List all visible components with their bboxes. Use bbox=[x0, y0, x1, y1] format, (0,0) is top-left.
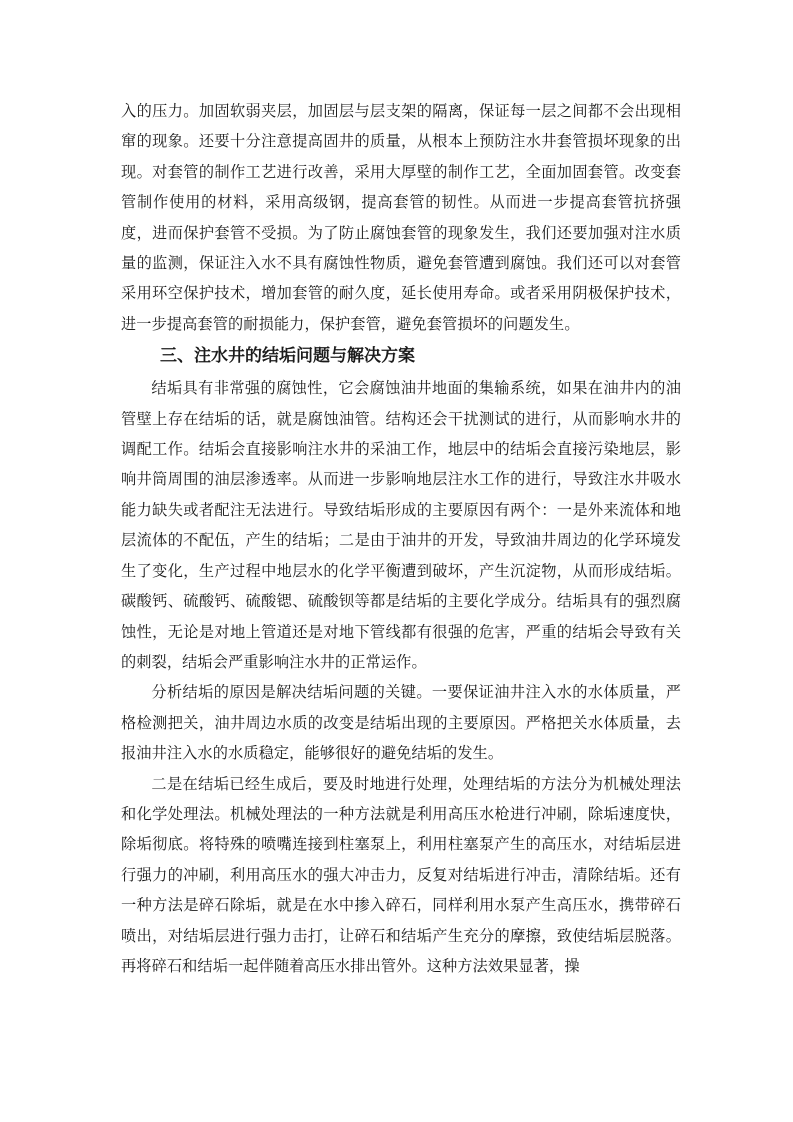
section-heading: 三、注水井的结垢问题与解决方案 bbox=[160, 346, 415, 367]
paragraph-scaling-analysis: 分析结垢的原因是解决结垢问题的关键。一要保证油井注入水的水体质量，严格检测把关，油井周边水质的改变是结垢出现的主要原因。严格把关水体质量，去报油井注入水的水质稳定，能够很好的避免结垢的发生。 bbox=[121, 683, 681, 763]
paragraph-casing-protection: 入的压力。加固软弱夹层，加固层与层支架的隔离，保证每一层之间都不会出现相窜的现象。还要十分注意提高固井的质量，从根本上预防注水井套管损坏现象的出现。对套管的制作工艺进行改善，采用大厚壁的制作工艺，全面加固套管。改变套管制作使用的材料，采用高级钢，提高套管的韧性。从而进一步提高套管抗挤强度，进而保护套管不受损。为了防止腐蚀套管的现象发生，我们还要加强对注水质量的监测，保证注入水不具有腐蚀性物质，避免套管遭到腐蚀。我们还可以对套管采用环空保护技术，增加套管的耐久度，延长使用寿命。或者采用阴极保护技术，进一步提高套管的耐损能力，保护套管，避免套管损坏的问题发生。 bbox=[121, 102, 681, 333]
paragraph-scaling-treatment: 二是在结垢已经生成后，要及时地进行处理，处理结垢的方法分为机械处理法和化学处理法。机械处理法的一种方法就是利用高压水枪进行冲刷，除垢速度快，除垢彻底。将特殊的喷嘴连接到柱塞泵上，利用柱塞泵产生的高压水，对结垢层进行强力的冲刷，利用高压水的强大冲击力，反复对结垢进行冲击，清除结垢。还有一种方法是碎石除垢，就是在水中掺入碎石，同样利用水泵产生高压水，携带碎石喷出，对结垢层进行强力击打，让碎石和结垢产生充分的摩擦，致使结垢层脱落。再将碎石和结垢一起伴随着高压水排出管外。这种方法效果显著，操 bbox=[121, 774, 681, 975]
paragraph-scaling-causes: 结垢具有非常强的腐蚀性，它会腐蚀油井地面的集输系统，如果在油井内的油管壁上存在结垢的话，就是腐蚀油管。结构还会干扰测试的进行，从而影响水井的调配工作。结垢会直接影响注水井的采油工作，地层中的结垢会直接污染地层，影响井筒周围的油层渗透率。从而进一步影响地层注水工作的进行，导致注水井吸水能力缺失或者配注无法进行。导致结垢形成的主要原因有两个：一是外来流体和地层流体的不配伍，产生的结垢；二是由于油井的开发，导致油井周边的化学环境发生了变化，生产过程中地层水的化学平衡遭到破坏，产生沉淀物，从而形成结垢。碳酸钙、硫酸钙、硫酸锶、硫酸钡等都是结垢的主要化学成分。结垢具有的强烈腐蚀性，无论是对地上管道还是对地下管线都有很强的危害，严重的结垢会导致有关的刺裂，结垢会严重影响注水井的正常运作。 bbox=[121, 379, 681, 671]
page-content bbox=[121, 96, 681, 981]
